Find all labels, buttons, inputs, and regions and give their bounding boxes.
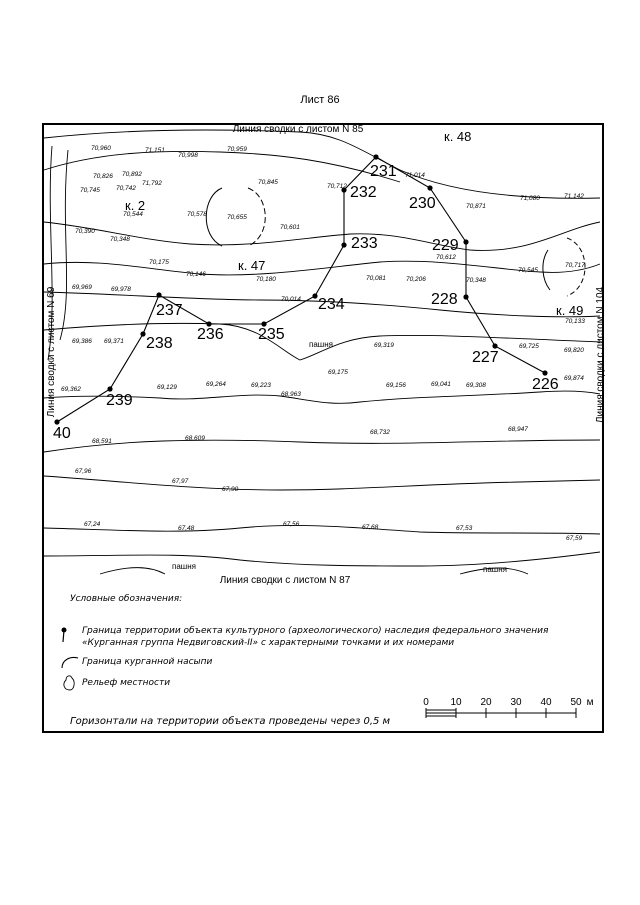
elevation: 68,732 [370,429,390,436]
plough-label: пашня [172,562,196,571]
elevation: 69,386 [72,338,92,345]
point-label: 227 [472,349,499,366]
edge-label-top: Линия сводки с листом N 85 [232,124,364,135]
elevation: 70,960 [91,145,111,152]
elevation: 70,612 [436,254,456,261]
elevation: 70,871 [466,203,486,210]
elevation: 70,601 [280,224,300,231]
elevation: 69,371 [104,338,124,345]
contour-line [44,552,600,566]
elevation: 68,947 [508,426,528,433]
scale-tick: 40 [540,697,552,708]
contour-line [44,440,600,452]
elevation: 70,544 [123,211,143,218]
elevation: 68,963 [281,391,301,398]
elevation: 70,180 [256,276,276,283]
elevation: 70,655 [227,214,247,221]
point-label: 238 [146,335,173,352]
contour-line [100,568,165,574]
elevation: 70,348 [110,236,130,243]
elevation: 71,142 [564,193,584,200]
scale-tick: 0 [423,697,429,708]
contour-line [60,150,68,340]
point-label: 229 [432,237,459,254]
elevation: 69,129 [157,384,177,391]
point-label: 230 [409,195,436,212]
mound-boundary [248,188,265,246]
legend-boundary-line2: «Курганная группа Недвиговский-II» с характерными точками и их номерами [82,638,455,648]
point-label: 228 [431,291,458,308]
elevation: 70,146 [186,271,206,278]
scale-bar [423,697,593,718]
elevation: 69,362 [61,386,81,393]
point-label: 237 [156,302,183,319]
elevation: 70,712 [327,183,347,190]
elevation: 70,133 [565,318,585,325]
scale-tick: 50 [570,697,582,708]
elevation: 67,53 [456,525,473,532]
legend-contour-note: Горизонтали на территории объекта проведены через 0,5 м [70,716,391,727]
legend-relief: Рельеф местности [82,678,171,688]
mound-label: к. 47 [238,258,266,273]
point-label: 233 [351,235,378,252]
point-label: 236 [197,326,224,343]
edge-label-bottom: Линия сводки с листом N 87 [219,575,351,586]
edge-label-right: Линия сводки с листом N 104 [595,286,606,424]
point-label: 231 [370,163,397,180]
elevation: 67,56 [283,521,300,528]
point-label: 239 [106,392,133,409]
elevation: 67,97 [172,478,189,485]
elevation: 70,578 [187,211,207,218]
point-label: 234 [318,296,345,313]
elevation: 71,151 [145,147,165,154]
elevation: 69,978 [111,286,131,293]
elevation: 67,24 [84,521,101,528]
plough-label: пашня [483,565,507,574]
mound-label: к. 48 [444,129,472,144]
elevation: 70,545 [518,267,538,274]
elevation: 69,223 [251,382,271,389]
mound-boundary [543,250,550,290]
elevation: 69,308 [466,382,486,389]
elevation: 70,175 [149,259,169,266]
elevation: 71,080 [520,195,540,202]
elevation: 70,206 [406,276,426,283]
elevation: 70,014 [281,296,301,303]
elevation: 69,969 [72,284,92,291]
elevation: 71,014 [405,172,425,179]
elevation: 67,59 [566,535,583,542]
elevation: 70,826 [93,173,113,180]
legend-title: Условные обозначения: [70,594,183,604]
elevation: 70,081 [366,275,386,282]
contour-line [44,476,600,490]
plough-label: пашня [309,340,333,349]
contour-line [44,525,600,534]
contour-lines [44,130,600,574]
elevation: 68,591 [92,438,112,445]
elevation: 67,90 [222,486,239,493]
scale-tick: 10 [450,697,462,708]
elevation: 69,874 [564,375,584,382]
elevation: 70,959 [227,146,247,153]
elevation: 67,48 [178,525,195,532]
elevation: 70,845 [258,179,278,186]
legend-symbols [62,628,79,691]
elevation: 68,609 [185,435,205,442]
point-label: 226 [532,376,559,393]
mound-boundary [206,188,222,246]
elevation: 71,792 [142,180,162,187]
elevation: 70,717 [565,262,585,269]
elevation: 69,156 [386,382,406,389]
legend-boundary-line1: Граница территории объекта культурного (археологического) наследия федерального значения [82,626,549,636]
elevation: 67,68 [362,524,379,531]
elevation: 70,998 [178,152,198,159]
elevation: 69,725 [519,343,539,350]
elevation: 70,892 [122,171,142,178]
point-label: 40 [53,425,71,442]
legend-mound: Граница курганной насыпи [82,657,213,667]
elevation: 69,175 [328,369,348,376]
point-label: 235 [258,326,285,343]
scale-tick: 30 [510,697,522,708]
edge-label-left: Линия сводки с листом N 69 [46,286,57,418]
scale-unit: м [586,697,594,708]
point-label: 232 [350,184,377,201]
elevation: 69,820 [564,347,584,354]
elevation: 69,319 [374,342,394,349]
elevation: 67,96 [75,468,92,475]
scale-tick: 20 [480,697,492,708]
elevation: 69,041 [431,381,451,388]
elevation: 70,742 [116,185,136,192]
mound-label: к. 49 [556,303,584,318]
sheet-title: Лист 86 [300,94,340,106]
elevation: 70,348 [466,277,486,284]
elevation: 70,745 [80,187,100,194]
elevation: 69,264 [206,381,226,388]
contour-line [44,261,600,275]
mound-label: к. 2 [125,198,146,213]
elevation: 70,390 [75,228,95,235]
